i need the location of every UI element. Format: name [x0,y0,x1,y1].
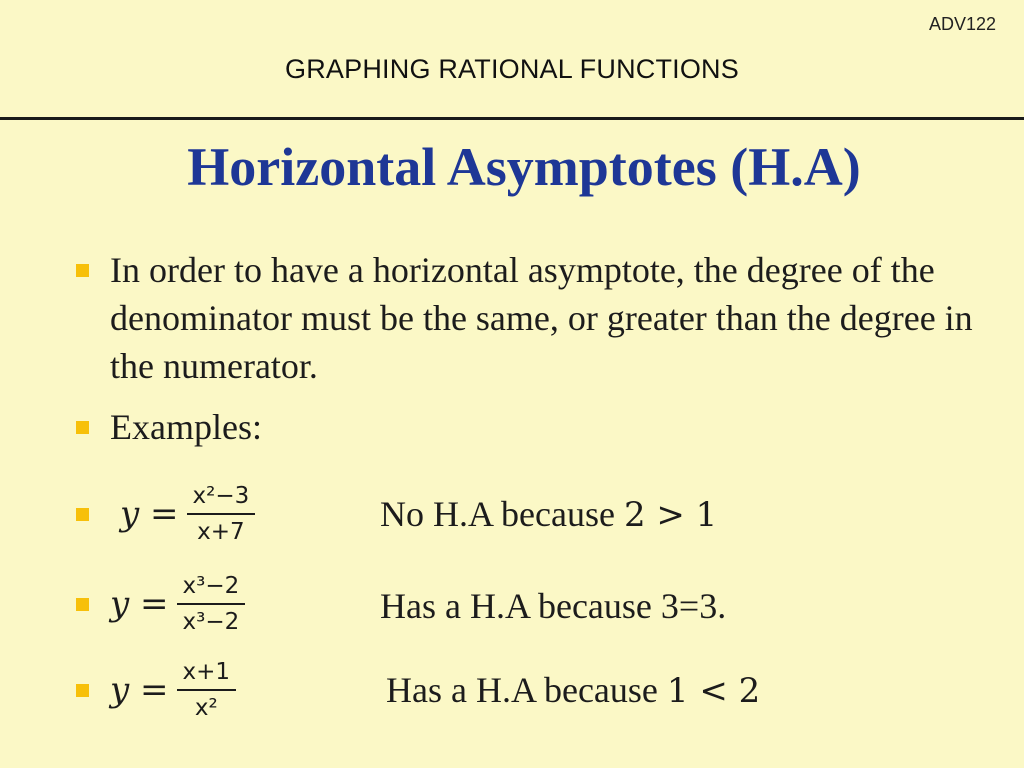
fraction-numerator: x³−2 [182,573,240,599]
equation-lhs: y = [110,584,169,624]
fraction-bar [187,513,256,515]
fraction-denominator: x+7 [197,519,245,545]
equation-lhs: y = [120,494,179,534]
equation-fraction [177,573,246,635]
bullet-icon [76,598,89,611]
bullet-icon [76,421,89,434]
header-title: GRAPHING RATIONAL FUNCTIONS [285,54,739,84]
fraction-denominator: x² [194,695,218,721]
slide-code: ADV122 [928,14,996,34]
example-reason: Has a H.A because 1 < 2 [386,670,761,711]
fraction-numerator: x²−3 [192,483,250,509]
example-reason: No H.A because 2 > 1 [380,494,718,535]
definition-paragraph: In order to have a horizontal asymptote, the degree of the denominator must be the same, or greater than the degree in the numerator. [110,250,973,386]
bullet-icon [76,508,89,521]
example-equation [110,562,245,646]
fraction-denominator: x³−2 [182,609,240,635]
slide-title: Horizontal Asymptotes (H.A) [187,137,861,197]
fraction-numerator: x+1 [182,659,231,685]
equation-fraction [177,659,237,721]
examples-label: Examples: [110,407,262,447]
bullet-icon [76,264,89,277]
fraction-bar [177,603,246,605]
equation-fraction [187,483,256,545]
header-divider [0,117,1024,120]
equation-lhs: y = [110,670,169,710]
example-equation [110,648,236,732]
fraction-bar [177,689,237,691]
example-equation [120,472,255,556]
example-reason: Has a H.A because 3=3. [380,586,727,626]
bullet-icon [76,684,89,697]
